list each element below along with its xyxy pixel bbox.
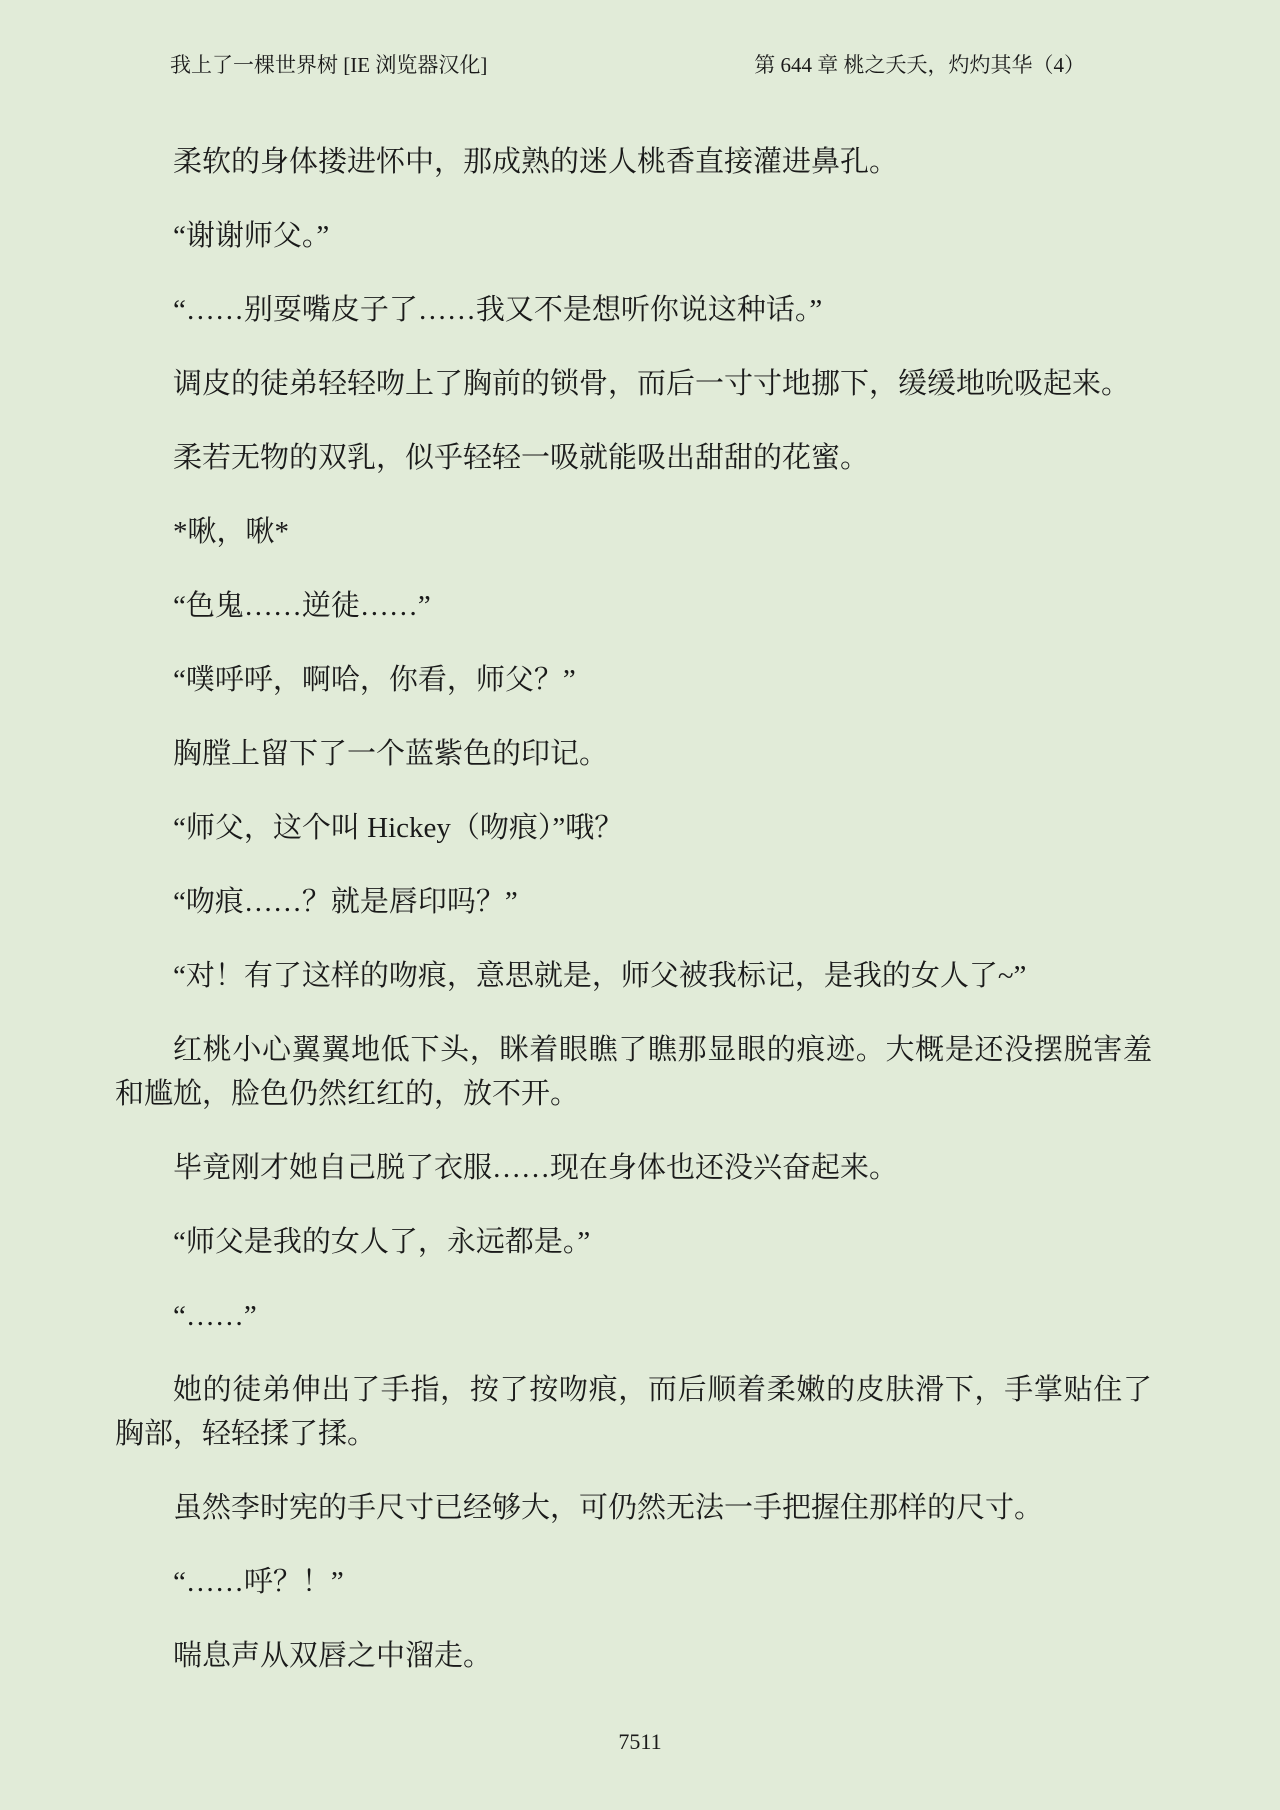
paragraph: 柔软的身体搂进怀中，那成熟的迷人桃香直接灌进鼻孔。 bbox=[173, 146, 899, 178]
paragraph: “谢谢师父。” bbox=[173, 220, 330, 252]
page-body bbox=[115, 140, 1152, 1708]
paragraph: “师父，这个叫 Hickey（吻痕）”哦？ bbox=[173, 812, 624, 844]
paragraph: “吻痕……？就是唇印吗？” bbox=[173, 886, 518, 918]
paragraph: 调皮的徒弟轻轻吻上了胸前的锁骨，而后一寸寸地挪下，缓缓地吮吸起来。 bbox=[173, 368, 1131, 400]
book-title: 我上了一棵世界树 [IE 浏览器汉化] bbox=[170, 53, 488, 77]
paragraph: “色鬼……逆徒……” bbox=[173, 590, 431, 622]
page-number: 7511 bbox=[618, 1729, 662, 1754]
paragraph: 胸膛上留下了一个蓝紫色的印记。 bbox=[173, 738, 609, 770]
paragraph: 喘息声从双唇之中溜走。 bbox=[173, 1640, 493, 1672]
paragraph: 红桃小心翼翼地低下头，眯着眼瞧了瞧那显眼的痕迹。大概是还没摆脱害羞和尴尬，脸色仍然红红的，放不开。 bbox=[115, 1034, 1152, 1110]
page-header bbox=[170, 52, 1085, 78]
paragraph: 毕竟刚才她自己脱了衣服……现在身体也还没兴奋起来。 bbox=[173, 1152, 899, 1184]
chapter-title: 第 644 章 桃之夭夭，灼灼其华（4） bbox=[754, 53, 1085, 77]
paragraph: 虽然李时宪的手尺寸已经够大，可仍然无法一手把握住那样的尺寸。 bbox=[173, 1492, 1044, 1524]
paragraph: “……” bbox=[173, 1300, 257, 1332]
paragraph: 柔若无物的双乳，似乎轻轻一吸就能吸出甜甜的花蜜。 bbox=[173, 442, 870, 474]
paragraph: “……呼？！” bbox=[173, 1566, 344, 1598]
paragraph: “师父是我的女人了，永远都是。” bbox=[173, 1226, 591, 1258]
paragraph: “噗呼呼，啊哈，你看，师父？” bbox=[173, 664, 576, 696]
paragraph: “对！有了这样的吻痕，意思就是，师父被我标记，是我的女人了~” bbox=[173, 960, 1027, 992]
paragraph: *啾，啾* bbox=[173, 516, 290, 548]
paragraph: “……别耍嘴皮子了……我又不是想听你说这种话。” bbox=[173, 294, 823, 326]
page-footer bbox=[0, 1728, 1280, 1756]
paragraph: 她的徒弟伸出了手指，按了按吻痕，而后顺着柔嫩的皮肤滑下，手掌贴住了胸部，轻轻揉了揉。 bbox=[115, 1374, 1152, 1450]
